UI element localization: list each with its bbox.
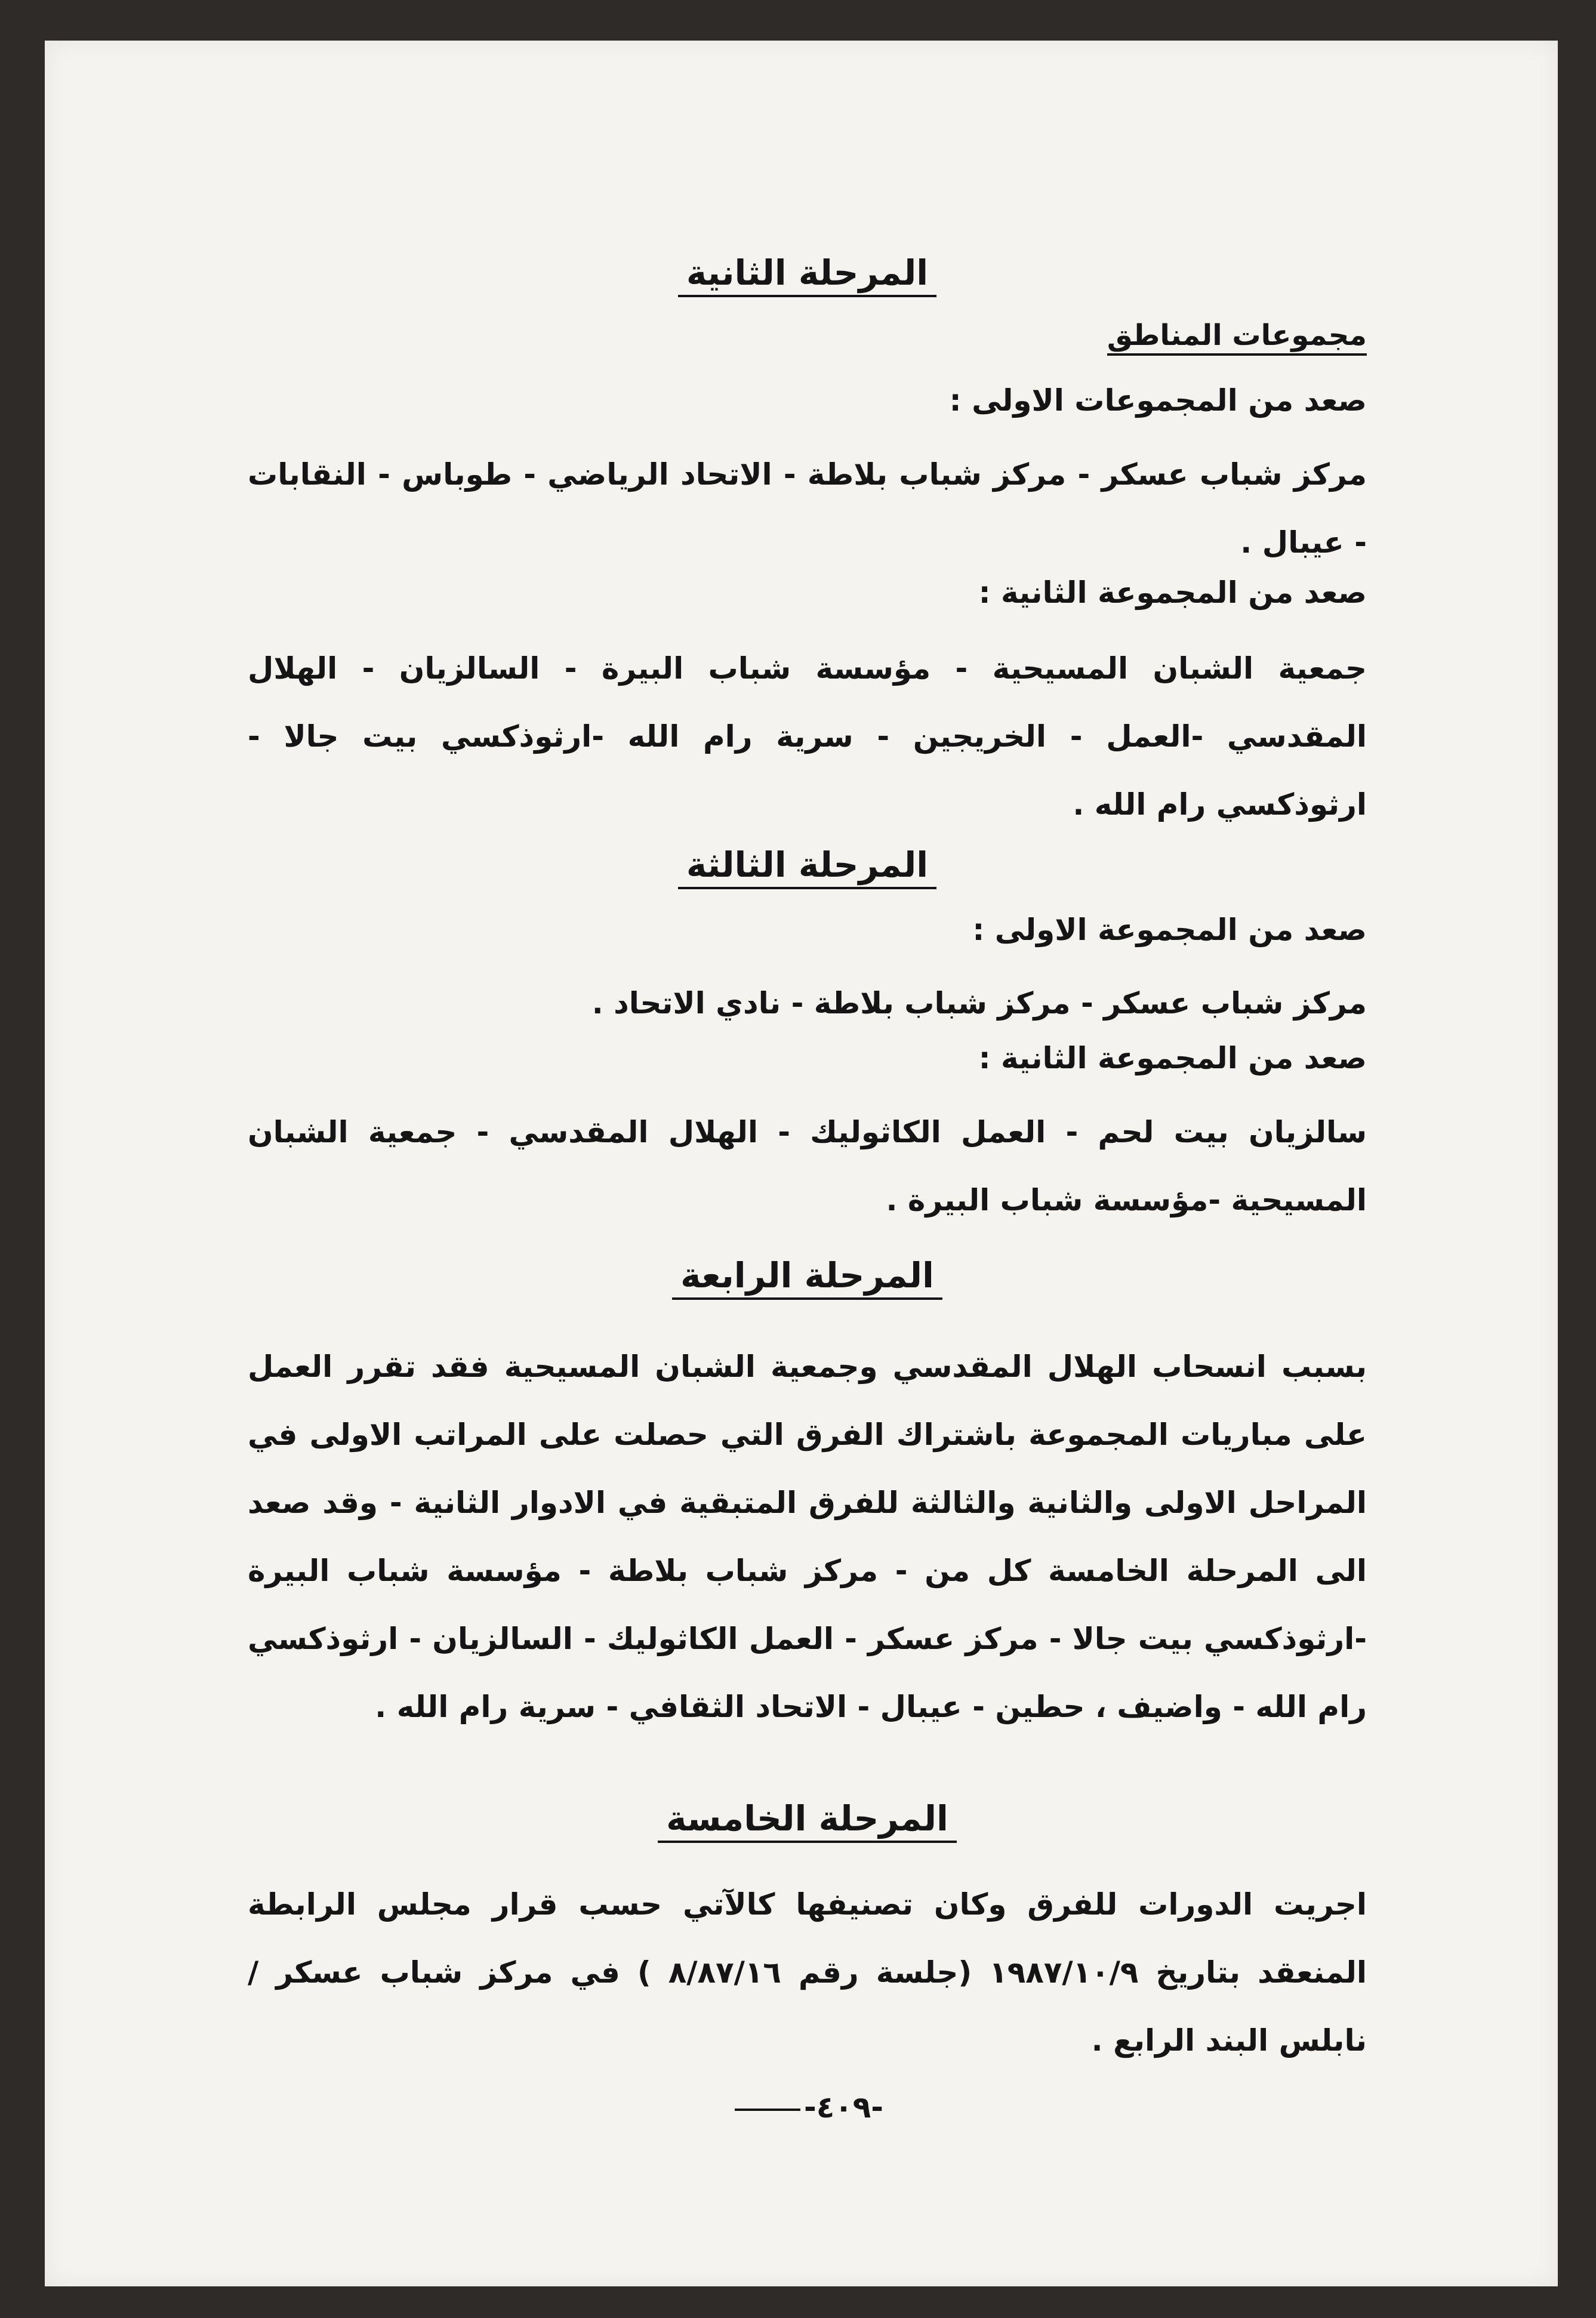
document-page [45,41,1558,2286]
stage3-group2-teams: سالزيان بيت لحم - العمل الكاثوليك - الهلال المقدسي - جمعية الشبان المسيحية -مؤسسة شباب البيرة . [248,1115,1367,1217]
stage3-group1-teams: مركز شباب عسكر - مركز شباب بلاطة - نادي الاتحاد . [591,986,1367,1021]
stage3-heading: المرحلة الثالثة [248,847,1367,889]
stage2-group2-label: صعد من المجموعة الثانية : [978,575,1367,610]
page-number: -٤٠٩- [248,2092,1367,2122]
stage5-heading: المرحلة الخامسة [248,1801,1367,1843]
stage2-group1-label: صعد من المجموعات الاولى : [949,383,1367,418]
stage3-group1-label: صعد من المجموعة الاولى : [972,913,1367,947]
stage4-heading: المرحلة الرابعة [248,1258,1367,1300]
footer-rule [735,2109,800,2111]
stage3-group2-label: صعد من المجموعة الثانية : [978,1041,1367,1075]
stage4-paragraph: بسبب انسحاب الهلال المقدسي وجمعية الشبان المسيحية فقد تقرر العمل على مباريات المجموعة باشتراك الفرق التي حصلت على المراتب الاولى في المراحل الاولى والثانية والثالثة للفرق المتبقية في الادوار الثانية - وقد صعد الى المرحلة الخامسة كل من - مركز شباب بلاطة - مؤسسة شباب البيرة -ارثوذكسي بيت جالا - مركز عسكر - العمل الكاثوليك - السالزيان - ارثوذكسي رام الله - واضيف ، حطين - عيبال - الاتحاد الثقافي - سرية رام الله . [248,1349,1367,1724]
stage2-heading: المرحلة الثانية [248,255,1367,297]
regions-subheading: مجموعات المناطق [1107,321,1367,356]
stage2-group2-teams: جمعية الشبان المسيحية - مؤسسة شباب البيرة - السالزيان - الهلال المقدسي -العمل - الخريجين - سرية رام الله -ارثوذكسي بيت جالا - ارثوذكسي رام الله . [248,651,1367,822]
stage5-paragraph: اجريت الدورات للفرق وكان تصنيفها كالآتي حسب قرار مجلس الرابطة المنعقد بتاريخ ١٩٨٧/١٠/٩ (جلسة رقم ٨/٨٧/١٦ ) في مركز شباب عسكر / نابلس البند الرابع . [248,1887,1367,2058]
page-content [248,41,1367,2286]
stage2-group1-teams: مركز شباب عسكر - مركز شباب بلاطة - الاتحاد الرياضي - طوباس - النقابات - عيبال . [248,457,1367,560]
